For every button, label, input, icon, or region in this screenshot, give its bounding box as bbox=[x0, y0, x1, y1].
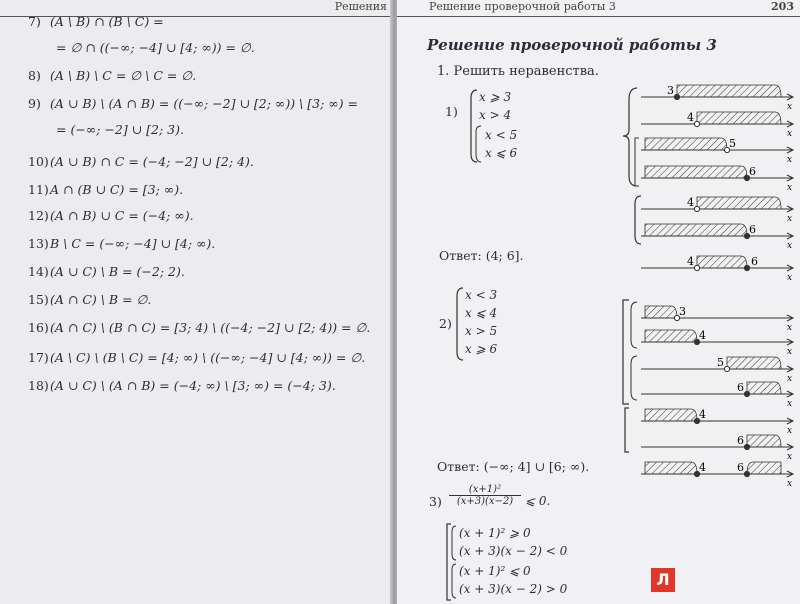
solution-item bbox=[28, 350, 365, 365]
solution-item bbox=[56, 40, 255, 55]
item-number: 14) bbox=[28, 264, 49, 279]
axis-variable-label: x bbox=[787, 323, 793, 333]
solution-item bbox=[28, 182, 183, 197]
axis-variable-label: x bbox=[787, 452, 793, 462]
shaded-interval bbox=[697, 256, 747, 268]
point-label: 5 bbox=[729, 137, 736, 150]
system-line: x ⩾ 6 bbox=[465, 342, 498, 356]
solution-item bbox=[28, 264, 185, 279]
shaded-interval bbox=[645, 138, 727, 150]
item-expression: (A ∪ B) \ (A ∩ B) = ((−∞; −2] ∪ [2; ∞)) \ [3; ∞) = bbox=[50, 96, 358, 111]
shaded-interval bbox=[697, 112, 781, 124]
system-line: x ⩽ 4 bbox=[465, 306, 498, 320]
item-number: 15) bbox=[28, 292, 49, 307]
item-expression: = ∅ ∩ ((−∞; −4] ∪ [4; ∞)) = ∅. bbox=[56, 40, 255, 55]
item-expression: B \ C = (−∞; −4] ∪ [4; ∞). bbox=[50, 236, 216, 251]
item-expression: (A ∩ B) ∪ C = (−4; ∞). bbox=[50, 208, 194, 223]
shaded-interval bbox=[645, 166, 747, 178]
point-label: 6 bbox=[737, 434, 744, 447]
axis-variable-label: x bbox=[787, 426, 793, 436]
boundary-point bbox=[744, 265, 749, 270]
item-expression: (A \ B) \ C = ∅ \ C = ∅. bbox=[50, 68, 197, 83]
boundary-point bbox=[724, 366, 729, 371]
axis-variable-label: x bbox=[787, 374, 793, 384]
system-line: x > 5 bbox=[465, 324, 498, 338]
point-label: 4 bbox=[687, 255, 694, 268]
problem-1-answer: Ответ: (4; 6]. bbox=[439, 248, 524, 263]
axis-variable-label: x bbox=[787, 129, 793, 139]
item-number: 11) bbox=[28, 182, 49, 197]
publisher-logo: Л bbox=[651, 568, 675, 592]
number-lines bbox=[641, 84, 793, 489]
shaded-interval bbox=[645, 330, 697, 342]
problem-3-relation: ⩽ 0. bbox=[525, 494, 551, 508]
boundary-point bbox=[674, 94, 679, 99]
axis-variable-label: x bbox=[787, 479, 793, 489]
number-line-diagrams bbox=[397, 0, 800, 604]
point-label: 4 bbox=[687, 111, 694, 124]
item-expression: (A ∪ C) \ (A ∩ B) = (−4; ∞) \ [3; ∞) = (−4; 3). bbox=[50, 378, 336, 393]
point-label: 5 bbox=[717, 356, 724, 369]
axis-variable-label: x bbox=[787, 273, 793, 283]
point-label: 4 bbox=[699, 461, 706, 474]
solution-item bbox=[28, 378, 336, 393]
item-number: 12) bbox=[28, 208, 49, 223]
system-line: x < 3 bbox=[465, 288, 498, 302]
system-line: (x + 3)(x − 2) > 0 bbox=[459, 582, 568, 596]
axis-variable-label: x bbox=[787, 183, 793, 193]
shaded-interval bbox=[645, 462, 697, 474]
system-line: x ⩽ 6 bbox=[485, 146, 518, 160]
point-label: 6 bbox=[749, 223, 756, 236]
solution-item bbox=[28, 208, 194, 223]
running-head: Решение проверочной работы 3 bbox=[429, 0, 616, 13]
boundary-point bbox=[744, 444, 749, 449]
item-number: 7) bbox=[28, 14, 41, 29]
system-line: x ⩾ 3 bbox=[479, 90, 512, 104]
solution-item bbox=[28, 236, 215, 251]
shaded-interval bbox=[747, 435, 781, 447]
item-number: 18) bbox=[28, 378, 49, 393]
shaded-interval bbox=[645, 306, 677, 318]
point-label: 3 bbox=[667, 84, 674, 97]
item-expression: (A ∪ B) ∩ C = (−4; −2] ∪ [2; 4). bbox=[50, 154, 254, 169]
point-label: 6 bbox=[737, 461, 744, 474]
axis-variable-label: x bbox=[787, 241, 793, 251]
item-number: 8) bbox=[28, 68, 41, 83]
shaded-interval bbox=[747, 382, 781, 394]
item-expression: A ∩ (B ∪ C) = [3; ∞). bbox=[50, 182, 184, 197]
right-page bbox=[397, 0, 800, 604]
axis-variable-label: x bbox=[787, 399, 793, 409]
page-number: 203 bbox=[771, 0, 794, 13]
axis-variable-label: x bbox=[787, 214, 793, 224]
axis-variable-label: x bbox=[787, 155, 793, 165]
shaded-interval bbox=[727, 357, 781, 369]
shaded-interval bbox=[677, 85, 781, 97]
group-brackets bbox=[623, 88, 641, 452]
problem-2-answer: Ответ: (−∞; 4] ∪ [6; ∞). bbox=[437, 459, 590, 474]
axis-variable-label: x bbox=[787, 102, 793, 112]
shaded-interval bbox=[645, 224, 747, 236]
solution-item bbox=[28, 292, 151, 307]
solution-item bbox=[28, 14, 164, 29]
system-line: x < 5 bbox=[485, 128, 518, 142]
boundary-point bbox=[694, 265, 699, 270]
item-expression: = (−∞; −2] ∪ [2; 3). bbox=[56, 122, 184, 137]
item-expression: (A \ B) ∩ (B \ C) = bbox=[50, 14, 164, 29]
solution-item bbox=[28, 68, 196, 83]
item-expression: (A \ C) \ (B \ C) = [4; ∞) \ ((−∞; −4] ∪ [4; ∞)) = ∅. bbox=[50, 350, 366, 365]
shaded-interval bbox=[645, 409, 697, 421]
boundary-point bbox=[744, 471, 749, 476]
system-line: x > 4 bbox=[479, 108, 512, 122]
fraction-numerator: (x+1)² bbox=[468, 484, 502, 495]
item-expression: (A ∩ C) \ (B ∩ C) = [3; 4) \ ((−4; −2] ∪ [2; 4)) = ∅. bbox=[50, 320, 371, 335]
running-head: Решения bbox=[334, 0, 387, 13]
point-label: 4 bbox=[699, 408, 706, 421]
fraction-denominator: (x+3)(x−2) bbox=[449, 495, 521, 507]
item-expression: (A ∩ C) \ B = ∅. bbox=[50, 292, 152, 307]
item-number: 9) bbox=[28, 96, 41, 111]
solution-item bbox=[28, 320, 370, 335]
point-label: 6 bbox=[749, 165, 756, 178]
system-line: (x + 1)² ⩽ 0 bbox=[459, 564, 531, 578]
system-line: (x + 1)² ⩾ 0 bbox=[459, 526, 531, 540]
problem-3-label: 3) bbox=[429, 494, 442, 509]
point-label: 4 bbox=[687, 196, 694, 209]
problem-2-label: 2) bbox=[439, 316, 452, 331]
shaded-interval bbox=[697, 197, 781, 209]
point-label: 3 bbox=[679, 305, 686, 318]
item-number: 16) bbox=[28, 320, 49, 335]
item-number: 13) bbox=[28, 236, 49, 251]
boundary-point bbox=[744, 391, 749, 396]
boundary-point bbox=[694, 206, 699, 211]
boundary-point bbox=[694, 121, 699, 126]
task-heading: 1. Решить неравенства. bbox=[437, 64, 599, 79]
point-label: 4 bbox=[699, 329, 706, 342]
section-title: Решение проверочной работы 3 bbox=[427, 36, 717, 54]
shaded-interval bbox=[747, 462, 781, 474]
axis-variable-label: x bbox=[787, 347, 793, 357]
point-label: 6 bbox=[737, 381, 744, 394]
system-line: (x + 3)(x − 2) < 0 bbox=[459, 544, 568, 558]
solution-item bbox=[28, 154, 254, 169]
solution-item bbox=[56, 122, 184, 137]
solution-item bbox=[28, 96, 358, 111]
item-number: 17) bbox=[28, 350, 49, 365]
item-number: 10) bbox=[28, 154, 49, 169]
item-expression: (A ∪ C) \ B = (−2; 2). bbox=[50, 264, 185, 279]
problem-1-label: 1) bbox=[445, 104, 458, 119]
left-page bbox=[0, 0, 393, 604]
point-label: 6 bbox=[751, 255, 758, 268]
